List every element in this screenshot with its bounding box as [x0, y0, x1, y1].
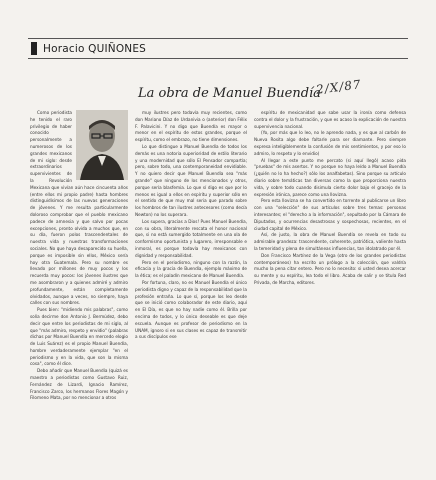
handwritten-date: 2/X/87: [315, 77, 363, 97]
author-photo: [76, 110, 128, 180]
paragraph: Como periodista he tenido el raro privilegio de haber conocido personalmente a numerosos de los grandes mexicanos de mi siglo: desde extraordinarios supervivientes de la Revolución Mexicana que vivían aún hace cincuenta años (entre ellos mi propio padre) hasta hombres distinguidísimos de las nuevas generaciones de jóvenes. Y me resulta particularmente doloroso comprobar que el pueblo mexicano padece de amnesia y que salvo por pocas excepciones, pronto olvida a muchos que, en su día, fueron polos trascendentales de nuestra vida y nuestras transformaciones sociales. No que haya desaparecido su huella, porque es imposible sin ellos, México sería hoy otra Guatemala. Pero su nombre es llevado por millones de muy pocos y los recuerda muy pocos: los jóvenes ilustres que me asombraron y a quienes admiré y admiro profundamente, están completamente olvidados, aunque a veces, no siempre, haya calles con sus nombres.: [30, 110, 128, 306]
paragraph: Por fortuna, claro, no es Manuel Buendía el único periodista digno y capaz de la responsabilidad que la profesión entraña. Lo que sí, porque los leo desde que se inició como colaborador de este diario, aquí en El Día, es que no hay nadie como él. Brilla por encima de todos, y lo único deseable es que deje escuela. Aunque es profesor de periodismo en la UNAM, ignoro si en sus clases es capaz de transmitir a sus discípulos ese: [135, 279, 247, 340]
paragraph: Los supera, gracias a Dios! Pues Manuel Buendía, con su obra, literalmente rescata el honor nacional que, si no está sumergido totalmente en una ola de conformismo oportunista y lugarero, irresponsable e inmoral, es porque todavía hay mexicanos con dignidad y responsabilidad.: [135, 218, 247, 258]
article-title: La obra de Manuel Buendía: [138, 86, 321, 101]
paragraph: (Yo, por más que lo leo, no le aprendo nada, y es que al carbón de Nueva Rosita algo debe faltarle para ser diamante. Pero siempre expresa inteligiblemente la confusión de mis sentimientos, y por eso lo admiro, lo respeto y lo envidio): [254, 130, 406, 156]
author-name: Horacio QUIÑONES: [43, 42, 147, 55]
article-column-1: [30, 110, 128, 475]
article-column-3: [254, 110, 406, 475]
paragraph: Lo que distingue a Manuel Buendía de todos los demás es una notoria superioridad de estilo literario y una modernidad que sólo El Pensador compartía; pero, sobre todo, una contemporaneidad envidiable. Y no quiero decir que Manuel Buendía sea "más grande" que ninguno de los mencionados y otros, porque sería blasfemia. Lo que sí digo es que por lo menos es igual a ellos en espíritu y superior sólo en el sentido de que muy mal seria que parado sobre los hombros de tan ilustres antecesores (como decía Newton) no los superara.: [135, 143, 247, 217]
paragraph: Pues bien: "midiendo mis palabras", como solía decirme don Antonio J. Bermúdez, debo decir que entre los periodistas de mi siglo, al que "más admiro, respeto y envidio" (palabras dichas por Manuel Buendía en mercedo elogio de Luis Suárez) es el propio Manuel Buendía, hombre verdaderamente ejemplar "en el periodismo y en la vida, que son la misma cosa", como él dice.: [30, 307, 128, 367]
paragraph: Al llegar a este punto me percato (si aquí llegó) acaso pida "pruebas" de mis asertos. Y no porque no haya leído a Manuel Buendía (¿quién no lo ha hecho?) sólo los analfabetas). Sino porque su artículo diario sobre temáticas tan diversas como la que proporciona nuestra vida, y sobre todo cuando disimula cierto dolor bajo el gracejo de la expresión irónica, parece como una llovizna.: [254, 157, 406, 197]
article-column-2: [135, 110, 247, 475]
paragraph: Debo añadir que Manuel Buendía (quizá es maestro a periodistas como Gustavo Ruiz, Fernández de Lizardi, Ignacio Ramírez, Francisco Zarco, los hermanos Flores Magón y Filomeno Mata, por no mencionar a otros: [30, 368, 128, 401]
header-bar-mark: [31, 42, 37, 55]
paragraph: muy ilustres pero todavía muy recientes, como don Mariano Díaz de Urdanivia o (anterior) don Félix F. Palavicini. Y no digo que Buendía es mayor o menor en el espíritu de estos grandes, porque el espíritu, como el embrazo, no tiene dimensiones.: [135, 110, 247, 143]
paragraph: Pero esta llovizna se ha convertido en torrente al publicarse un libro con una "selección" de sus artículos sobre tres temas: personas interesantes; el "derecho a la información", sepultado por la Cámara de Diputados, y ocurrencias desastrosas y sospechosas, recientes, en el ciudad capital de México.: [254, 198, 406, 231]
paragraph: Pero en el periodismo, ninguno con la razón, la eficacia y la gracia de Buendía, ejemplo máximo de la ética; es el paladín mexicano de Manuel Buendía.: [135, 259, 247, 279]
paragraph: espíritu de mexicanidad que sabe usar la ironía como defensa contra el dolor y la frustración, y que es acaso la explicación de nuestra supervivencia nacional.: [254, 110, 406, 129]
paragraph: Así, de justo, la obra de Manuel Buendía se revela en todo su admirable grandeza: trascendente, coherente, patriótica, valiente hasta la temeridad y plena de simultáneas influencias, tan idolatrado por él.: [254, 232, 406, 251]
paragraph: Don Francisco Martínez de la Vega (otro de los grandes periodistas contemporáneos) ha escrito un prólogo a la colección, que valdría mucho la pena citar entero. Pero no lo necesito: si usted desea acercar su mente y su espíritu, lea todo el libro. Acaba de salir y se titula Red Privada, de Marcha, editores.: [254, 252, 406, 285]
column-header: [28, 38, 408, 59]
